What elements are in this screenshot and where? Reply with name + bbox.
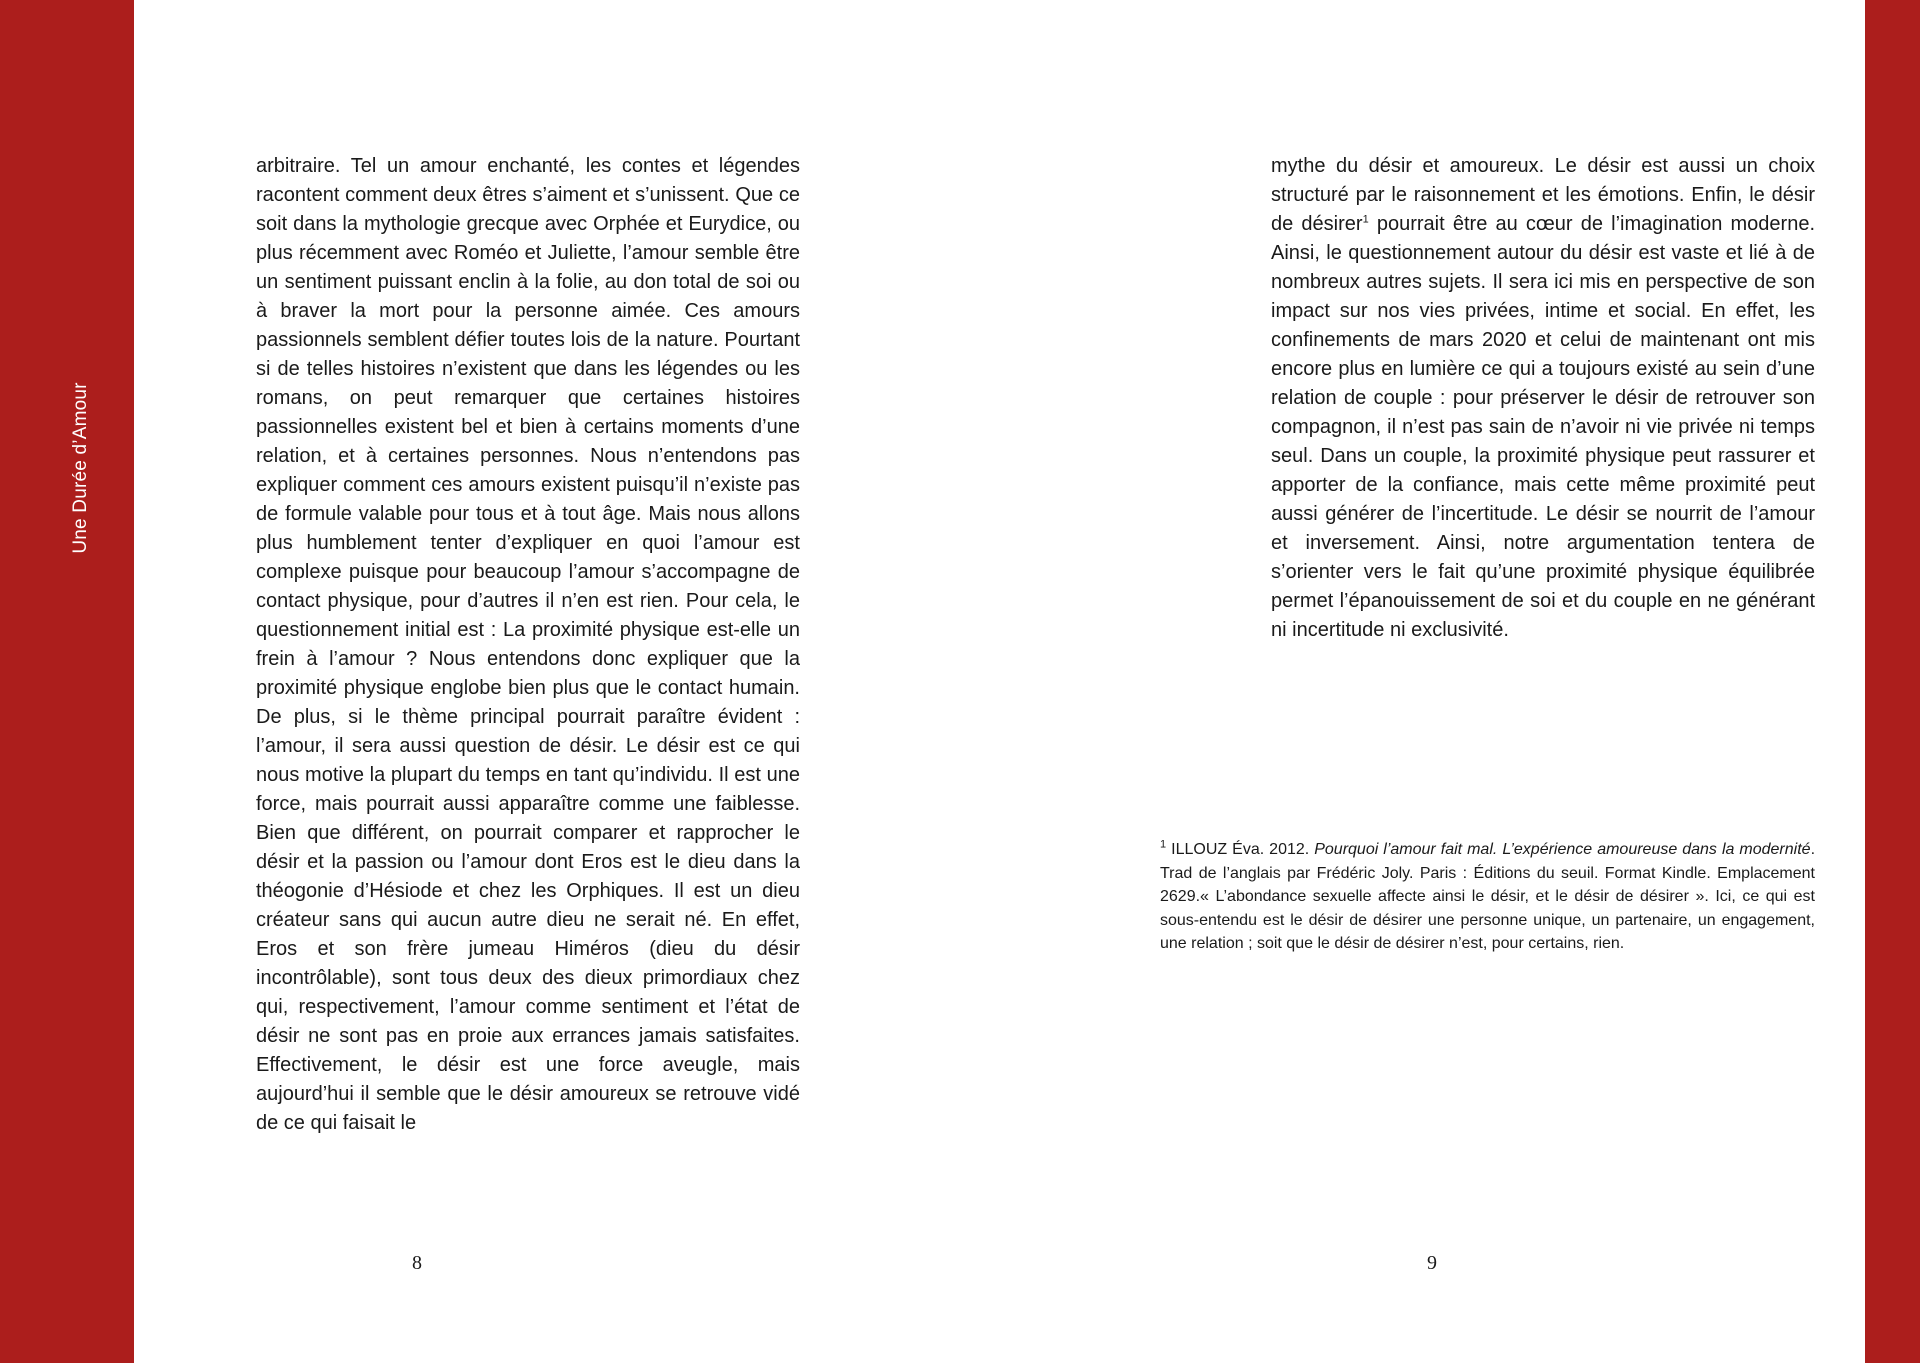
left-page-body: arbitraire. Tel un amour enchanté, les contes et légendes racontent comment deux êtres s’aiment et s’unissent. Que ce soit dans la mythologie grecque avec Orphée et Eurydice, ou plus récemment avec Roméo et Juliette, l’amour semble être un sentiment puissant enclin à la folie, au don total de soi ou à braver la mort pour la personne aimée. Ces amours passionnels semblent défier toutes lois de la nature. Pourtant si de telles histoires n’existent que dans les légendes ou les romans, on peut remarquer que certaines histoires passionnelles existent bel et bien à certains moments d’une relation, et à certaines personnes. Nous n’entendons pas expliquer comment ces amours existent puisqu’il n’existe pas de formule valable pour tous et à tout âge. Mais nous allons plus humblement tenter d’expliquer en quoi l’amour est complexe puisque pour beaucoup l’amour s’accompagne de contact physique, pour d’autres il n’en est rien. Pour cela, le questionnement initial est : La proximité physique est-elle un frein à l’amour ? Nous entendons donc expliquer que la proximité physique englobe bien plus que le contact humain. De plus, si le thème principal pourrait paraître évident : l’amour, il sera aussi question de désir. Le désir est ce qui nous motive la plupart du temps en tant qu’individu. Il est une force, mais pourrait aussi apparaître comme une faiblesse. Bien que différent, on pourrait comparer et rapprocher le désir et la passion ou l’amour dont Eros est le dieu dans la théogonie d’Hésiode et chez les Orphiques. Il est un dieu créateur sans qui aucun autre dieu ne serait né. En effet, Eros et son frère jumeau Himéros (dieu du désir incontrôlable), sont tous deux des dieux primordiaux chez qui, respectivement, l’amour comme sentiment et l’état de désir ne sont pas en proie aux errances jamais satisfaites. Effectivement, le désir est une force aveugle, mais aujourd’hui il semble que le désir amoureux se retrouve vidé de ce qui faisait le: [256, 155, 800, 1134]
left-red-band: [0, 0, 134, 1363]
footnote-author: ILLOUZ Éva. 2012.: [1166, 841, 1315, 858]
footnote-rest: . Trad de l’anglais par Frédéric Joly. Paris : Éditions du seuil. Format Kindle. Emplacement 2629.« L’abondance sexuelle affecte ainsi le désir, et le désir de désirer ». Ici, ce qui est sous-entendu est le désir de désirer une personne unique, un partenaire, un engagement, une relation ; soit que le désir de désirer n’est, pour certains, rien.: [1160, 841, 1816, 952]
spine-title: Une Durée d’Amour: [70, 382, 91, 554]
footnote-title: Pourquoi l’amour fait mal. L’expérience amoureuse dans la modernité: [1314, 841, 1811, 858]
footnote-marker: 1: [1160, 838, 1167, 851]
right-body-after-note: pourrait être au cœur de l’imagination moderne. Ainsi, le questionnement autour du désir est vaste et lié à de nombreux autres sujets. Il sera ici mis en perspective de son impact sur nos vies privées, intime et social. En effet, les confinements de mars 2020 et celui de maintenant ont mis encore plus en lumière ce qui a toujours existé au sein d’une relation de couple : pour préserver le désir de retrouver son compagnon, il n’est pas sain de n’avoir ni vie privée ni temps seul. Dans un couple, la proximité physique peut rassurer et apporter de la confiance, mais cette même proximité peut aussi générer de l’incertitude. Le désir se nourrit de l’amour et inversement. Ainsi, notre argumentation tentera de s’orienter vers le fait qu’une proximité physique équilibrée permet l’épanouissement de soi et du couple en ne générant ni incertitude ni exclusivité.: [1271, 213, 1815, 641]
footnote-reference: 1: [1362, 213, 1369, 226]
right-body-before-note: mythe du désir et amoureux. Le désir est aussi un choix structuré par le raisonnement et les émotions. Enfin, le désir de désirer: [1271, 155, 1815, 235]
page-number-right: 9: [1427, 1252, 1437, 1274]
footnote: [1160, 838, 1815, 956]
right-red-band: [1865, 0, 1920, 1363]
right-page-body: [1271, 152, 1815, 645]
page-number-left: 8: [412, 1252, 422, 1274]
